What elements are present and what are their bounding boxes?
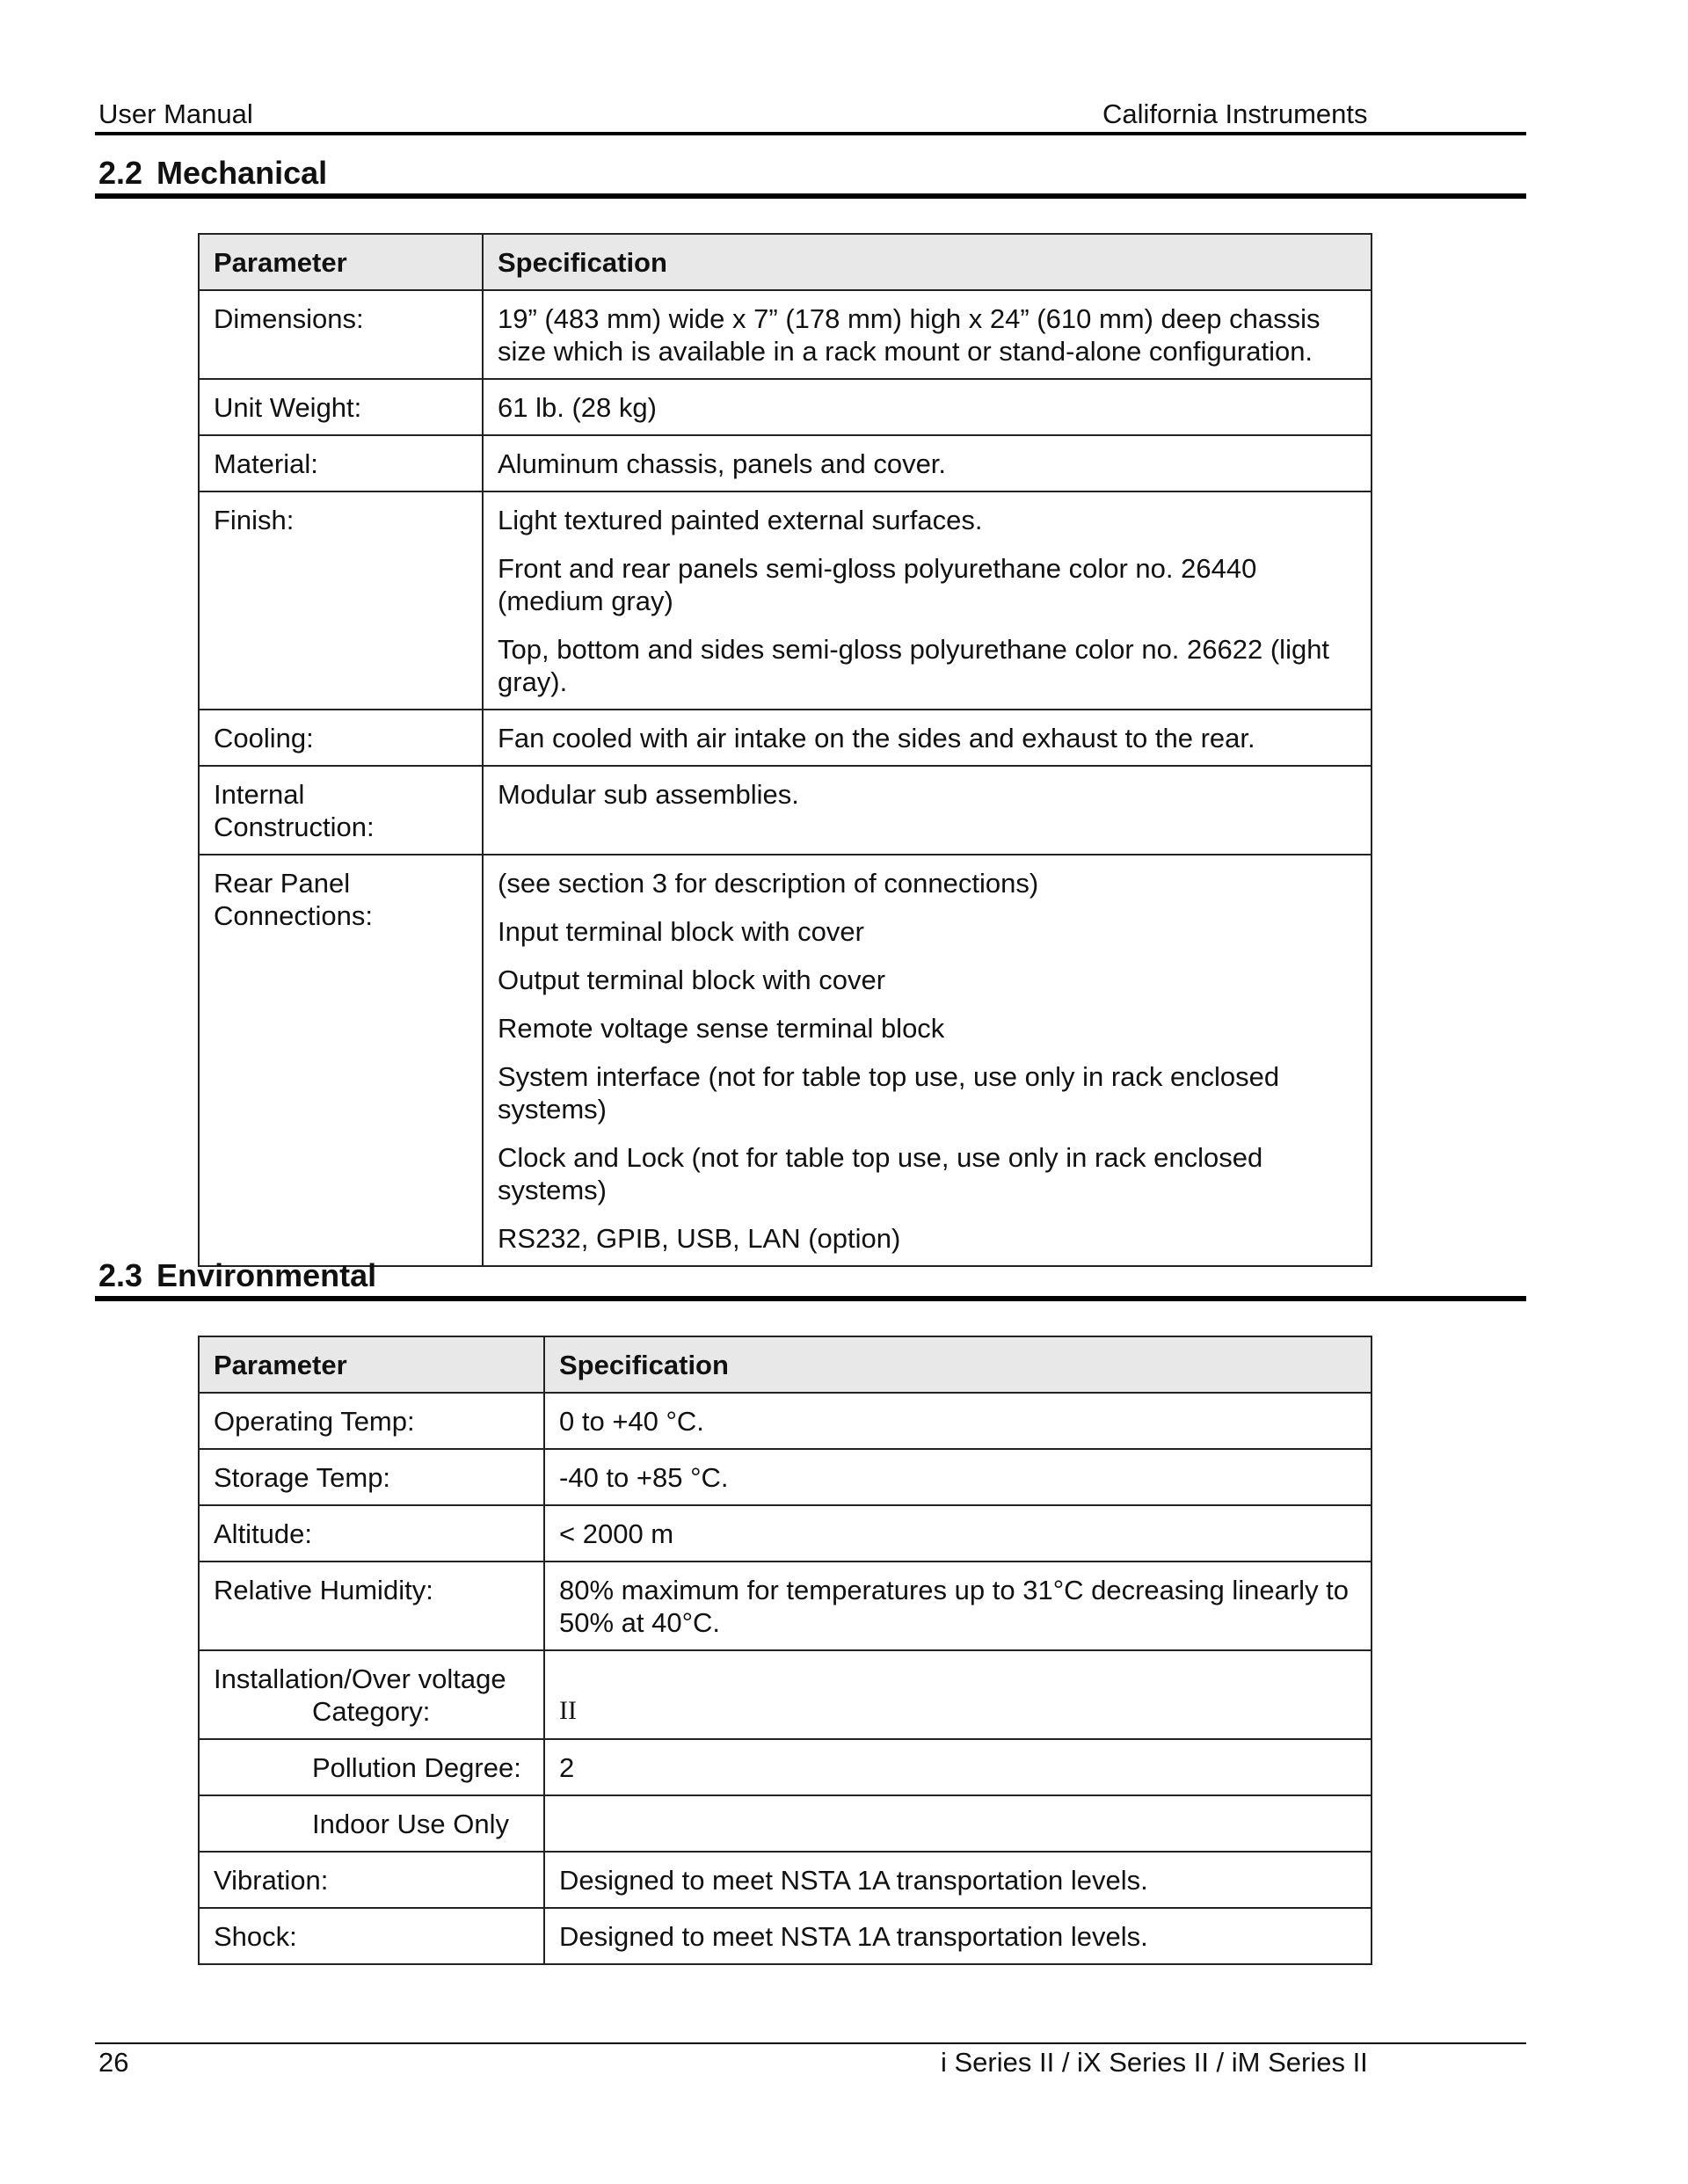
spec-text: II <box>559 1696 577 1725</box>
table-row <box>199 1393 1372 1449</box>
spec-text: Fan cooled with air intake on the sides and exhaust to the rear. <box>498 723 1255 753</box>
spec-text: Front and rear panels semi-gloss polyurethane color no. 26440 (medium gray) <box>498 553 1257 616</box>
param-cell: Relative Humidity: <box>199 1562 544 1650</box>
spec-text: System interface (not for table top use, use only in rack enclosed systems) <box>498 1061 1280 1125</box>
param-cell <box>199 1795 544 1852</box>
table-row <box>199 1739 1372 1795</box>
table-row <box>199 1449 1372 1505</box>
table-row <box>199 379 1372 435</box>
spec-cell: 2 <box>544 1739 1372 1795</box>
table-row <box>199 435 1372 491</box>
param-text: Installation/Over voltage <box>214 1663 506 1694</box>
spec-text: 19” (483 mm) wide x 7” (178 mm) high x 24” (610 mm) deep chassis size which is available in a rack mount or stand-alone configuration. <box>498 303 1321 367</box>
param-subtext: Category: <box>312 1696 431 1727</box>
footer-rule <box>95 2042 1526 2044</box>
spec-cell: Designed to meet NSTA 1A transportation levels. <box>544 1852 1372 1908</box>
spec-cell <box>544 1795 1372 1852</box>
section-title: Environmental <box>156 1257 377 1293</box>
table-row <box>199 1562 1372 1650</box>
spec-text: Light textured painted external surfaces. <box>498 505 983 535</box>
spec-text: Input terminal block with cover <box>498 916 864 947</box>
param-cell: Vibration: <box>199 1852 544 1908</box>
spec-text: (see section 3 for description of connections) <box>498 868 1039 899</box>
param-subtext: Indoor Use Only <box>312 1809 509 1839</box>
param-cell: Material: <box>199 435 483 491</box>
table-row <box>199 290 1372 379</box>
param-cell: Internal Construction: <box>199 766 483 855</box>
spec-cell <box>483 379 1372 435</box>
spec-text: Clock and Lock (not for table top use, use only in rack enclosed systems) <box>498 1142 1263 1205</box>
spec-cell <box>483 710 1372 766</box>
spec-cell: Designed to meet NSTA 1A transportation levels. <box>544 1908 1372 1964</box>
column-header-specification: Specification <box>544 1336 1372 1393</box>
table-row <box>199 855 1372 1266</box>
spec-text: RS232, GPIB, USB, LAN (option) <box>498 1223 901 1254</box>
param-cell: Altitude: <box>199 1505 544 1562</box>
spec-cell <box>544 1650 1372 1739</box>
spec-text: Aluminum chassis, panels and cover. <box>498 448 947 479</box>
section-number: 2.3 <box>98 1257 143 1293</box>
section-rule <box>95 1296 1526 1301</box>
section-title: Mechanical <box>156 155 328 191</box>
spec-cell <box>483 290 1372 379</box>
param-cell: Shock: <box>199 1908 544 1964</box>
table-row <box>199 1908 1372 1964</box>
environmental-spec-table <box>198 1336 1372 1965</box>
param-cell <box>199 1650 544 1739</box>
spec-text: Top, bottom and sides semi-gloss polyurethane color no. 26622 (light gray). <box>498 634 1330 697</box>
spec-text: Modular sub assemblies. <box>498 779 799 810</box>
spec-cell: -40 to +85 °C. <box>544 1449 1372 1505</box>
column-header-specification: Specification <box>483 234 1372 290</box>
table-row <box>199 1852 1372 1908</box>
param-cell: Rear Panel Connections: <box>199 855 483 1266</box>
spec-cell: < 2000 m <box>544 1505 1372 1562</box>
table-row <box>199 710 1372 766</box>
spec-text: Remote voltage sense terminal block <box>498 1013 945 1044</box>
section-rule <box>95 193 1526 199</box>
mechanical-spec-table <box>198 233 1372 1267</box>
table-row <box>199 1505 1372 1562</box>
param-cell: Dimensions: <box>199 290 483 379</box>
table-row <box>199 766 1372 855</box>
table-header-row <box>199 1336 1372 1393</box>
spec-cell <box>483 766 1372 855</box>
spec-cell <box>483 855 1372 1266</box>
table-row <box>199 491 1372 710</box>
param-cell: Unit Weight: <box>199 379 483 435</box>
spec-text: Output terminal block with cover <box>498 965 886 995</box>
section-number: 2.2 <box>98 155 143 191</box>
page-number: 26 <box>98 2047 129 2078</box>
param-subtext: Pollution Degree: <box>312 1752 521 1783</box>
spec-cell <box>483 491 1372 710</box>
table-row <box>199 1795 1372 1852</box>
section-heading-mechanical <box>98 155 327 192</box>
section-heading-environmental <box>98 1257 376 1294</box>
param-cell: Cooling: <box>199 710 483 766</box>
header-rule <box>95 132 1526 135</box>
footer-series: i Series II / iX Series II / iM Series II <box>941 2047 1368 2078</box>
param-cell: Finish: <box>199 491 483 710</box>
param-cell: Operating Temp: <box>199 1393 544 1449</box>
spec-cell <box>483 435 1372 491</box>
param-cell: Storage Temp: <box>199 1449 544 1505</box>
header-manual-title: User Manual <box>98 98 253 129</box>
spec-cell: 80% maximum for temperatures up to 31°C decreasing linearly to 50% at 40°C. <box>544 1562 1372 1650</box>
column-header-parameter: Parameter <box>199 234 483 290</box>
header-company: California Instruments <box>1102 98 1368 129</box>
table-row <box>199 1650 1372 1739</box>
param-cell <box>199 1739 544 1795</box>
spec-text: 61 lb. (28 kg) <box>498 392 657 423</box>
spec-cell: 0 to +40 °C. <box>544 1393 1372 1449</box>
column-header-parameter: Parameter <box>199 1336 544 1393</box>
table-header-row <box>199 234 1372 290</box>
